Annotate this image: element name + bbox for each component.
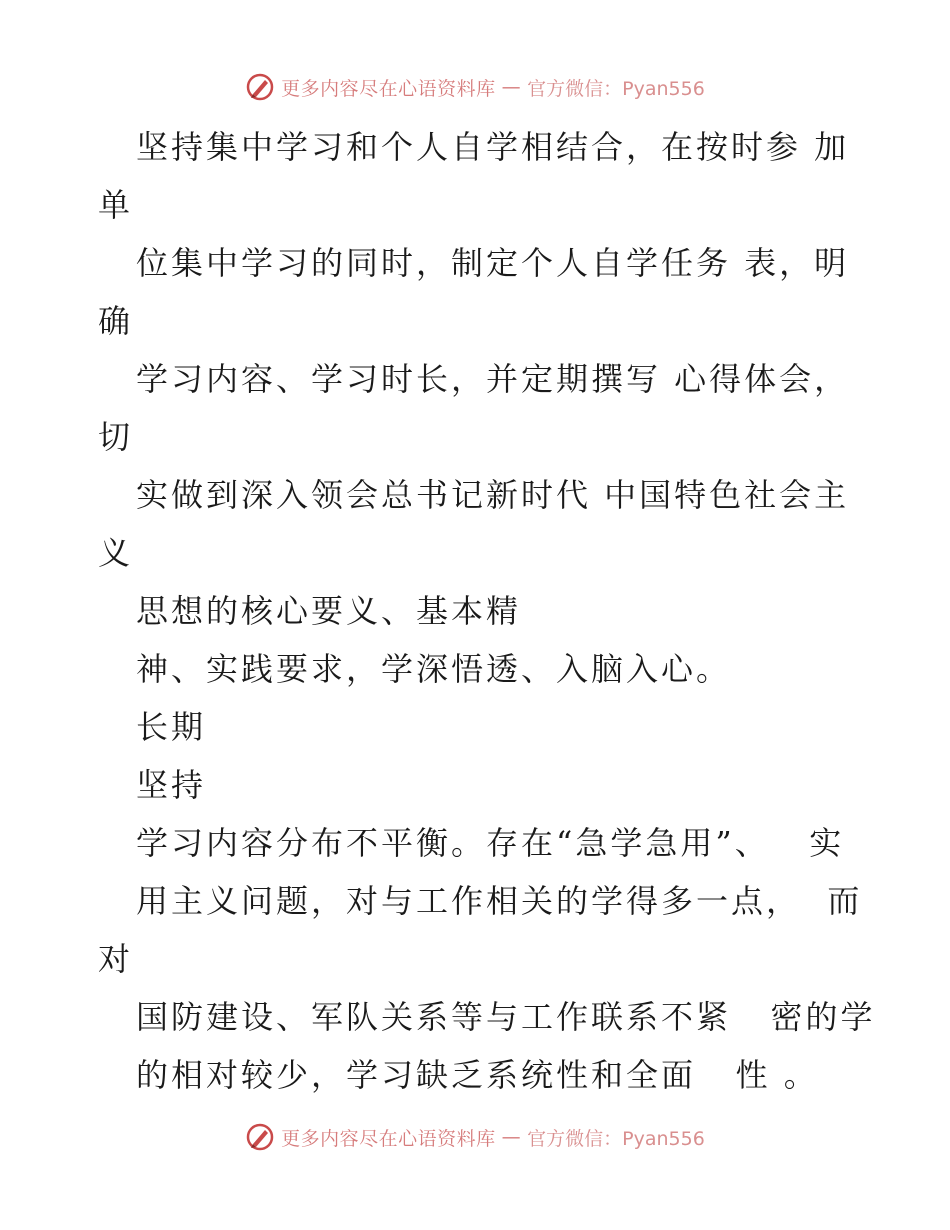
text-line: 切 — [98, 418, 134, 456]
text-line: 对 — [98, 940, 134, 978]
document-body — [0, 118, 950, 1104]
text-line: 确 — [98, 302, 134, 340]
header-brand: 更多内容尽在心语资料库 — [281, 77, 496, 100]
text-line: 学习内容、学习时长，并定期撰写 心得体会， — [136, 360, 850, 398]
page-footer — [0, 1122, 950, 1152]
text-line: 坚持集中学习和个人自学相结合，在按时参 加 — [136, 128, 850, 166]
header-wechat: 官方微信：Pyan556 — [527, 77, 705, 100]
pen-logo-icon — [245, 72, 275, 102]
text-line: 国防建设、军队关系等与工作联系不紧 密的学 — [136, 998, 876, 1036]
pen-logo-icon — [245, 1122, 275, 1152]
footer-wechat: 官方微信：Pyan556 — [527, 1127, 705, 1150]
text-line: 实做到深入领会总书记新时代 中国特色社会主 — [136, 476, 850, 514]
text-line: 长期 — [136, 708, 207, 746]
text-line: 思想的核心要义、基本精 — [136, 592, 522, 630]
footer-separator: — — [501, 1126, 522, 1148]
text-line: 的相对较少，学习缺乏系统性和全面 性 。 — [136, 1056, 819, 1094]
page-header — [0, 72, 950, 102]
header-separator: — — [501, 76, 522, 98]
footer-brand: 更多内容尽在心语资料库 — [281, 1127, 496, 1150]
text-line: 单 — [98, 186, 134, 224]
text-line: 神、实践要求，学深悟透、入脑入心。 — [136, 650, 732, 688]
text-line: 坚持 — [136, 766, 207, 804]
text-line: 用主义问题，对与工作相关的学得多一点， 而 — [136, 882, 863, 920]
text-line: 位集中学习的同时，制定个人自学任务 表，明 — [136, 244, 850, 282]
text-line: 义 — [98, 534, 134, 572]
text-line: 学习内容分布不平衡。存在“急学急用”、 实 — [136, 824, 845, 862]
